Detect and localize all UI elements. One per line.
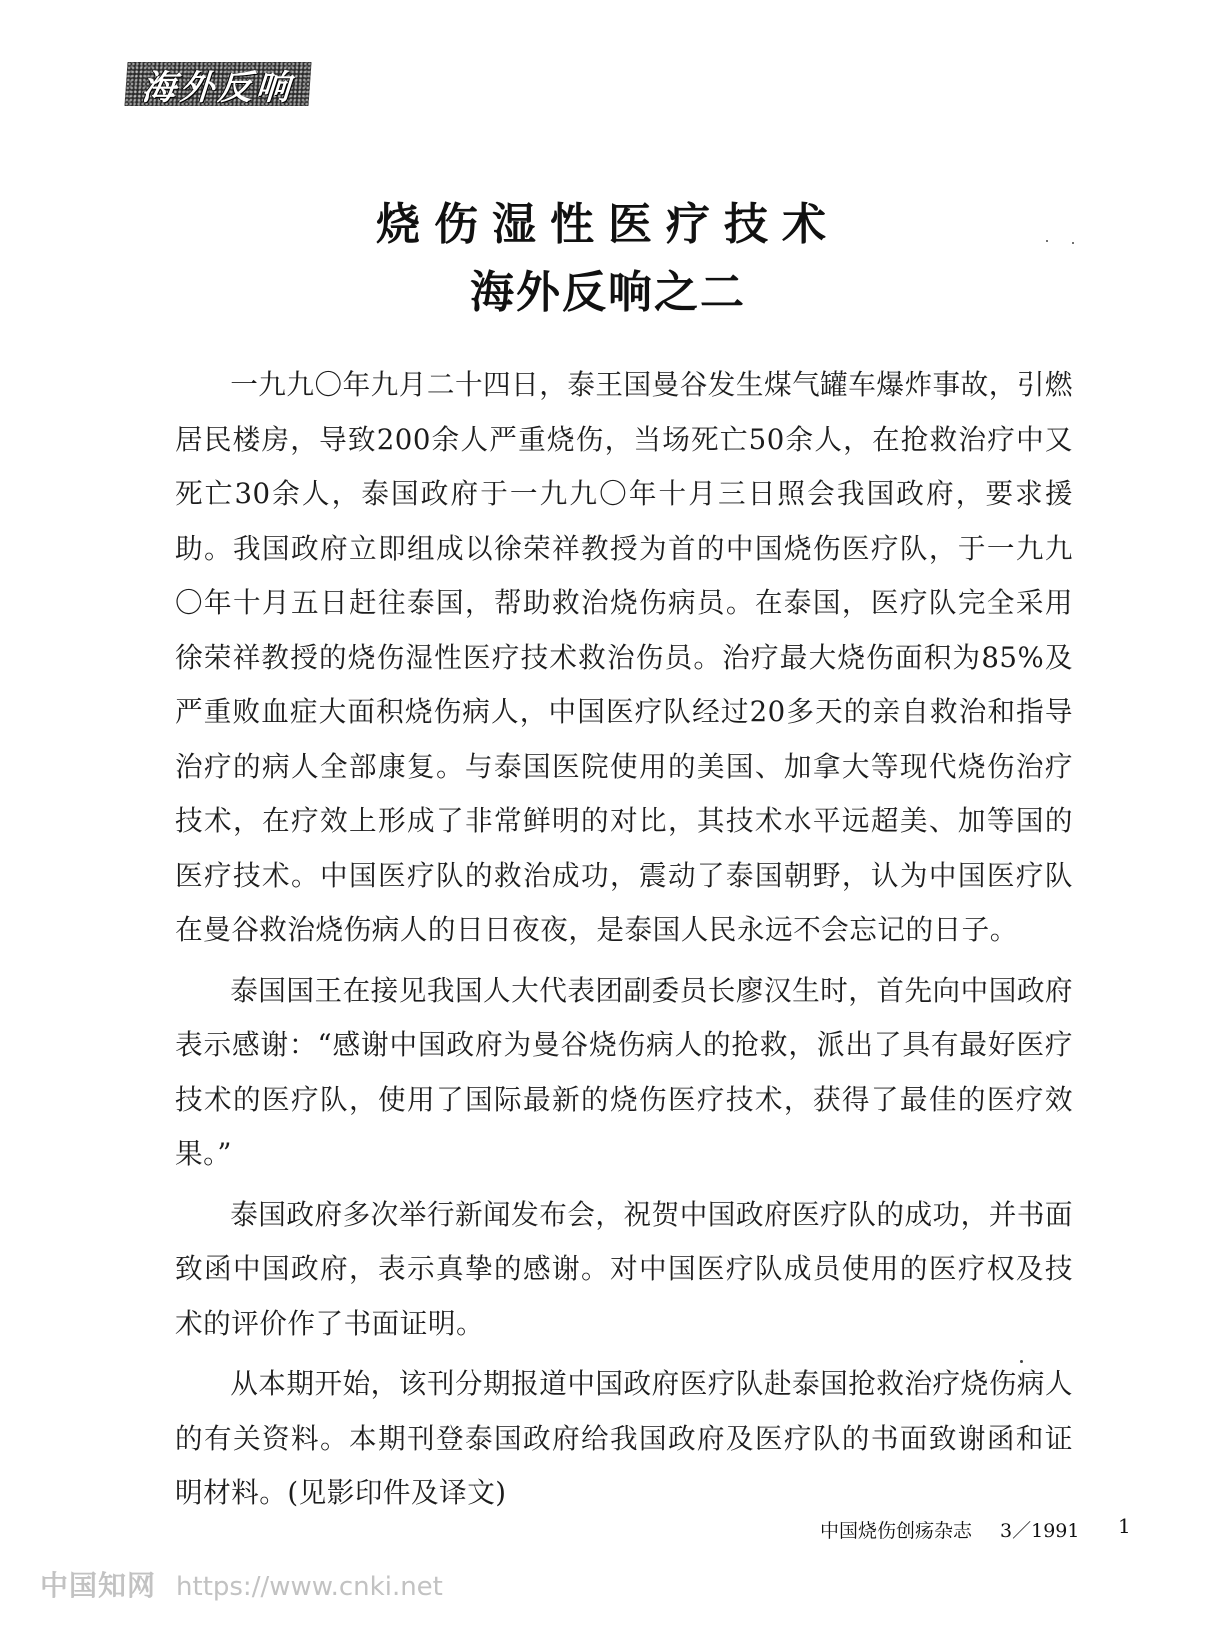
journal-issue: 3／1991: [1000, 1520, 1080, 1542]
watermark-url: https://www.cnki.net: [176, 1572, 443, 1602]
scan-speck: [1020, 1360, 1023, 1363]
journal-footer: [820, 1516, 1079, 1543]
paragraph-1: 一九九〇年九月二十四日，泰王国曼谷发生煤气罐车爆炸事故，引燃居民楼房，导致200余人严重烧伤，当场死亡50余人，在抢救治疗中又死亡30余人，泰国政府于一九九〇年十月三日照会我国政府，要求援助。我国政府立即组成以徐荣祥教授为首的中国烧伤医疗队，于一九九〇年十月五日赶往泰国，帮助救治烧伤病员。在泰国，医疗队完全采用徐荣祥教授的烧伤湿性医疗技术救治伤员。治疗最大烧伤面积为85%及严重败血症大面积烧伤病人，中国医疗队经过20多天的亲自救治和指导治疗的病人全部康复。与泰国医院使用的美国、加拿大等现代烧伤治疗技术，在疗效上形成了非常鲜明的对比，其技术水平远超美、加等国的医疗技术。中国医疗队的救治成功，震动了泰国朝野，认为中国医疗队在曼谷救治烧伤病人的日日夜夜，是泰国人民永远不会忘记的日子。: [175, 368, 1074, 946]
scan-speck: [1072, 242, 1074, 244]
paragraph-4: 从本期开始，该刊分期报道中国政府医疗队赴泰国抢救治疗烧伤病人的有关资料。本期刊登泰国政府给我国政府及医疗队的书面致谢函和证明材料。(见影印件及译文): [175, 1367, 1074, 1509]
paragraph-2: 泰国国王在接见我国人大代表团副委员长廖汉生时，首先向中国政府表示感谢：“感谢中国政府为曼谷烧伤病人的抢救，派出了具有最好医疗技术的医疗队，使用了国际最新的烧伤医疗技术，获得了最佳的医疗效果。”: [175, 973, 1074, 1170]
watermark-brand: 中国知网: [40, 1569, 157, 1602]
article-body: [175, 358, 1073, 1527]
watermark: [40, 1564, 443, 1604]
article-subtitle: 海外反响之二: [470, 267, 746, 318]
paragraph-3: 泰国政府多次举行新闻发布会，祝贺中国政府医疗队的成功，并书面致函中国政府，表示真挚的感谢。对中国医疗队成员使用的医疗权及技术的评价作了书面证明。: [175, 1197, 1074, 1340]
scan-speck: [1046, 240, 1048, 242]
article-title: 烧伤湿性医疗技术: [376, 199, 840, 250]
section-tag: 海外反响: [124, 62, 311, 106]
journal-name: 中国烧伤创疡杂志: [820, 1520, 973, 1542]
page-number: 1: [1118, 1514, 1131, 1538]
